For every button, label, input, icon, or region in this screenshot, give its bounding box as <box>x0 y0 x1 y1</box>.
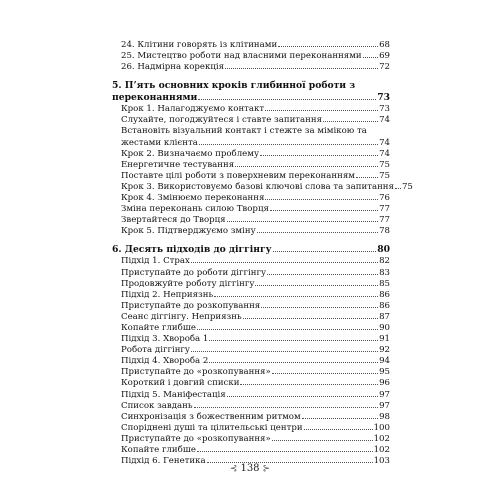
toc-section-heading[interactable]: 5. П’ять основних кроків глибинної роботи з переконаннями 73 <box>112 80 390 104</box>
ornament-left-icon: ⊰ <box>229 463 238 474</box>
toc-entry[interactable]: Крок 4. Змінюємо переконання 76 <box>121 193 390 204</box>
toc-entry[interactable]: Поставте цілі роботи з поверхневим переконанням 75 <box>121 170 390 181</box>
toc-entry[interactable]: Копайте глибше 102 <box>121 445 390 455</box>
toc-entry[interactable]: Робота діггінгу 92 <box>121 345 390 356</box>
toc-entry[interactable]: Підхід 5. Маніфестація 97 <box>121 389 390 400</box>
toc-entry[interactable]: Підхід 3. Хвороба 1 91 <box>121 334 390 345</box>
toc-entry[interactable]: Крок 1. Налагоджуємо контакт 73 <box>121 104 390 115</box>
toc-entry[interactable]: Підхід 2. Неприязнь 86 <box>121 289 390 300</box>
ornament-right-icon: ⊱ <box>262 463 271 474</box>
toc-entry[interactable]: Крок 3. Використовуємо базові ключові слова та запитання 75 <box>121 181 413 192</box>
toc-section-heading[interactable]: 6. Десять підходів до діггінгу 80 <box>112 244 390 256</box>
toc-entry[interactable]: Встановіть візуальний контакт і стежте за мімікою та жестами клієнта 74 <box>121 126 390 148</box>
toc-entry[interactable]: Приступайте до «розкопування» 102 <box>121 433 390 444</box>
toc-entry[interactable]: Синхронізація з божественним ритмом 98 <box>121 411 390 422</box>
page-number: 138 <box>240 463 260 474</box>
toc-entry[interactable]: Крок 5. Підтверджуємо зміну 78 <box>121 226 390 237</box>
toc-entry[interactable]: Приступайте до розкопування 86 <box>121 300 390 311</box>
toc-entry[interactable]: Приступайте до роботи діггінгу 83 <box>121 267 390 278</box>
toc-entry[interactable]: Споріднені душі та цілительські центри 100 <box>121 422 390 433</box>
toc-entry[interactable]: Крок 2. Визначаємо проблему 74 <box>121 148 390 159</box>
toc-entry[interactable]: Підхід 4. Хвороба 2 94 <box>121 356 390 367</box>
toc-entry[interactable]: 25. Мистецтво роботи над власними переконаннями 69 <box>121 51 390 62</box>
toc-entry[interactable]: 26. Надмірна корекція 72 <box>121 62 390 73</box>
toc-entry[interactable]: Список завдань 97 <box>121 400 390 411</box>
toc-entry[interactable]: Приступайте до «розкопування» 95 <box>121 367 390 378</box>
toc-entry[interactable]: Короткий і довгий списки 96 <box>121 378 390 389</box>
toc-entry[interactable]: Продовжуйте роботу діггінгу 85 <box>121 278 390 289</box>
toc-entry[interactable]: Копайте глибше 90 <box>121 322 390 333</box>
toc-entry[interactable]: Енергетичне тестування 75 <box>121 159 390 170</box>
table-of-contents <box>112 40 413 467</box>
toc-entry[interactable]: Підхід 1. Страх 82 <box>121 256 390 267</box>
toc-entry[interactable]: 24. Клітини говорять із клітинами 68 <box>121 40 390 50</box>
toc-entry[interactable]: Підхід 6. Генетика 103 <box>121 456 390 467</box>
toc-entry[interactable]: Сеанс діггінгу. Неприязнь 87 <box>121 311 390 322</box>
toc-entry[interactable]: Звертайтеся до Творця 77 <box>121 215 390 226</box>
page-footer <box>0 463 500 474</box>
toc-entry[interactable]: Слухайте, погоджуйтеся і ставте запитання 74 <box>121 115 390 126</box>
toc-entry[interactable]: Зміна переконань силою Творця 77 <box>121 204 390 215</box>
